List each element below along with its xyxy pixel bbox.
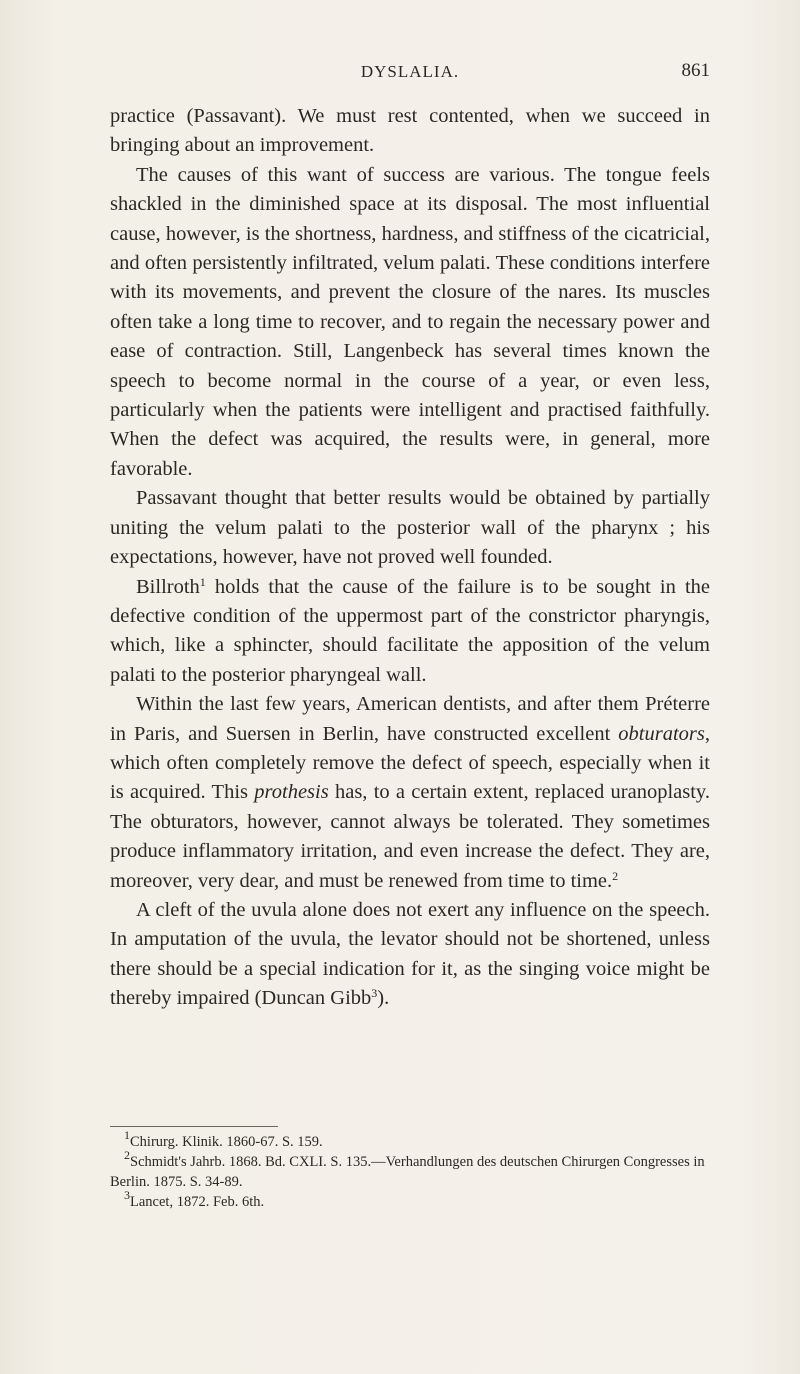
- text-run: holds that the cause of the failure is to be sought in the defective condition of the uppermost part of the constrictor pharyngis, which, like a sphincter, should facilitate the apposition of the velum palati to the posterior pharyngeal wall.: [110, 575, 710, 686]
- footnote-ref[interactable]: 2: [612, 868, 619, 883]
- text-run: ).: [377, 987, 390, 1010]
- text-run: Within the last few years, American dentists, and after them Préterre in Paris, and Suersen in Berlin, have constructed excellent: [110, 693, 710, 745]
- footnote-divider: [110, 1126, 278, 1127]
- footnote-ref[interactable]: 3: [371, 986, 378, 1001]
- italic-term: obturators: [618, 722, 705, 745]
- text-run: The causes of this want of success are various. The tongue feels shackled in the diminished space at its disposal. The most influential cause, however, is the shortness, hardness, and stiffness of the cicatricial, and often persistently infiltrated, velum palati. These conditions interfere with its movements, and prevent the closure of the nares. Its muscles often take a long time to recover, and to regain the necessary power and ease of contraction. Still, Langenbeck has several times known the speech to become normal in the course of a year, or even less, particularly when the patients were intelligent and practised faithfully. When the defect was acquired, the results were, in general, more favorable.: [110, 163, 710, 480]
- page-header: [110, 62, 710, 90]
- footnote: [110, 1128, 710, 1152]
- paragraph: [110, 573, 710, 691]
- footnotes: [110, 1128, 710, 1212]
- paragraph: [110, 484, 710, 572]
- footnote-ref[interactable]: 1: [199, 574, 206, 589]
- text-run: Billroth: [136, 575, 200, 598]
- paragraph: [110, 102, 710, 161]
- body-text: [110, 102, 710, 1014]
- text-run: Passavant thought that better results would be obtained by partially uniting the velum palati to the posterior wall of the pharynx ; his expectations, however, have not proved well founded.: [110, 487, 710, 569]
- footnote-marker: 2: [124, 1148, 130, 1162]
- text-run: , which often completely remove the defect of speech, especially when it is acquired. This: [110, 722, 710, 804]
- paragraph: [110, 896, 710, 1014]
- text-run: A cleft of the uvula alone does not exert any influence on the speech. In amputation of the uvula, the levator should not be shortened, unless there should be a special indication for it, as the singing voice might be thereby impaired (Duncan Gibb: [110, 898, 710, 1010]
- text-run: has, to a certain extent, replaced uranoplasty. The obturators, however, cannot always be tolerated. They sometimes produce inflammatory irritation, and even increase the defect. They are, moreover, very dear, and must be renewed from time to time.: [110, 781, 710, 892]
- footnote-marker: 1: [124, 1128, 130, 1142]
- footnote-text: Schmidt's Jahrb. 1868. Bd. CXLI. S. 135.—Verhandlungen des deutschen Chirurgen Congresses in Berlin. 1875. S. 34-89.: [110, 1154, 705, 1190]
- italic-term: prothesis: [254, 781, 329, 804]
- paragraph: [110, 690, 710, 896]
- footnote-marker: 3: [124, 1188, 130, 1202]
- page-number: 861: [681, 60, 710, 81]
- footnote-text: Lancet, 1872. Feb. 6th.: [130, 1194, 265, 1210]
- footnote: [110, 1188, 710, 1212]
- paragraph: [110, 161, 710, 484]
- footnote-text: Chirurg. Klinik. 1860-67. S. 159.: [130, 1134, 323, 1150]
- running-head: DYSLALIA.: [360, 62, 460, 81]
- footnote: [110, 1148, 710, 1192]
- text-run: practice (Passavant). We must rest contented, when we succeed in bringing about an improvement.: [110, 105, 710, 157]
